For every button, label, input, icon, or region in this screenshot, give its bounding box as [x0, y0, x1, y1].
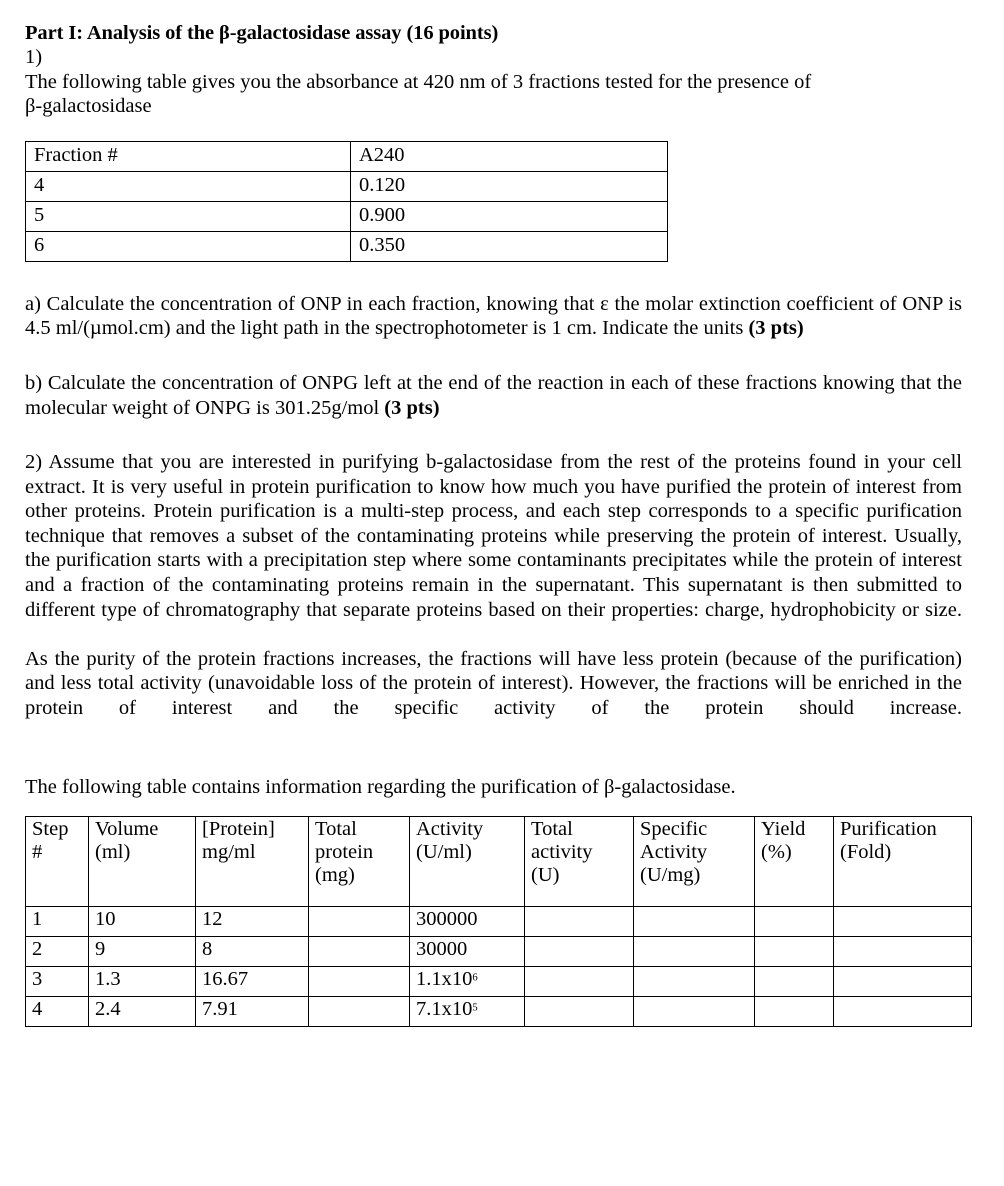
activity-value: 300000 — [416, 907, 478, 930]
activity-value: 7.1x10 — [416, 997, 473, 1020]
cell-purification — [834, 996, 972, 1026]
cell-total-activity — [525, 906, 634, 936]
header-line: Volume — [95, 817, 159, 840]
cell-activity — [410, 966, 525, 996]
table-row — [26, 171, 668, 201]
column-header-specific-activity — [634, 816, 755, 906]
column-header-a240: A240 — [351, 141, 668, 171]
cell-specific-activity — [634, 906, 755, 936]
column-header-purification — [834, 816, 972, 906]
cell-total-protein — [309, 906, 410, 936]
column-header-volume — [89, 816, 196, 906]
question-a-points: (3 pts) — [748, 317, 804, 340]
cell-volume: 10 — [89, 906, 196, 936]
cell-volume: 1.3 — [89, 966, 196, 996]
cell-step: 4 — [26, 996, 89, 1026]
question-a-text: a) Calculate the concentration of ONP in each fraction, knowing that ε the molar extinction coefficient of ONP is 4.5 ml/(µmol.cm) and the light path in the spectrophotometer is 1 cm. Indicate the units — [25, 292, 962, 340]
header-line: Activity — [640, 840, 708, 863]
cell-purification — [834, 966, 972, 996]
cell-purification — [834, 906, 972, 936]
cell-volume: 9 — [89, 936, 196, 966]
spacer — [25, 745, 962, 765]
column-header-protein-concentration — [196, 816, 309, 906]
cell-yield — [755, 936, 834, 966]
cell-total-protein — [309, 936, 410, 966]
column-header-step — [26, 816, 89, 906]
question-b — [25, 371, 962, 420]
question-2-paragraph-1: 2) Assume that you are interested in purifying b-galactosidase from the rest of the proteins found in your cell extract. It is very useful in protein purification to know how much you have purified the protein of interest from other proteins. Protein purification is a multi-step process, and each step corresponds to a specific purification technique that removes a subset of the contaminating proteins while preserving the protein of interest. Usually, the purification starts with a precipitation step where some contaminants precipitates while the protein of interest and a fraction of the contaminating proteins remain in the supernatant. This supernatant is then submitted to different type of chromatography that separate proteins based on their properties: charge, hydrophobicity or size. — [25, 451, 962, 621]
table-row — [26, 201, 668, 231]
cell-total-activity — [525, 966, 634, 996]
spacer — [25, 361, 962, 371]
table-header-row — [26, 816, 972, 906]
part-heading: Part I: Analysis of the β-galactosidase assay (16 points) — [25, 22, 499, 44]
activity-value: 30000 — [416, 937, 468, 960]
cell-activity — [410, 936, 525, 966]
header-line: Total — [531, 817, 573, 840]
table-row — [26, 231, 668, 261]
cell-purification — [834, 936, 972, 966]
cell-yield — [755, 906, 834, 936]
header-line: Purification — [840, 817, 937, 840]
cell-volume: 2.4 — [89, 996, 196, 1026]
header-line: Specific — [640, 817, 708, 840]
header-line: (U) — [531, 863, 560, 886]
header-line: (Fold) — [840, 840, 892, 863]
cell-a240: 0.350 — [351, 231, 668, 261]
header-line: (U/mg) — [640, 863, 701, 886]
intro-line-1: The following table gives you the absorbance at 420 nm of 3 fractions tested for the presence of — [25, 70, 812, 93]
header-line: (ml) — [95, 840, 131, 863]
header-line: Activity — [416, 817, 484, 840]
header-line: mg/ml — [202, 840, 256, 863]
table2-intro: The following table contains information regarding the purification of β-galactosidase. — [25, 776, 736, 799]
question-2-paragraph-2: As the purity of the protein fractions increases, the fractions will have less protein (because of the purification) and less total activity (unavoidable loss of the protein of interest). However, the fractions will be enriched in the protein of interest and the specific activity of the protein should increase. — [25, 647, 962, 720]
cell-protein-concentration: 8 — [196, 936, 309, 966]
spacer — [25, 282, 962, 292]
question-b-points: (3 pts) — [384, 396, 440, 419]
table-row — [26, 966, 972, 996]
purification-table — [25, 816, 972, 1027]
question-b-text: b) Calculate the concentration of ONPG left at the end of the reaction in each of these fractions knowing that the molecular weight of ONPG is 301.25g/mol — [25, 371, 962, 419]
header-line: # — [32, 840, 43, 863]
cell-step: 2 — [26, 936, 89, 966]
cell-specific-activity — [634, 936, 755, 966]
header-line: (mg) — [315, 863, 355, 886]
cell-yield — [755, 996, 834, 1026]
column-header-fraction: Fraction # — [26, 141, 351, 171]
cell-step: 3 — [26, 966, 89, 996]
cell-protein-concentration: 7.91 — [196, 996, 309, 1026]
purification-table-wrapper — [25, 816, 962, 1027]
cell-specific-activity — [634, 996, 755, 1026]
header-line: [Protein] — [202, 817, 275, 840]
column-header-total-protein — [309, 816, 410, 906]
cell-a240: 0.120 — [351, 171, 668, 201]
question-a — [25, 292, 962, 341]
cell-total-protein — [309, 966, 410, 996]
cell-fraction: 4 — [26, 171, 351, 201]
question-1-label: 1) — [25, 45, 43, 68]
cell-step: 1 — [26, 906, 89, 936]
spacer — [25, 765, 962, 775]
column-header-yield — [755, 816, 834, 906]
spacer — [25, 341, 962, 361]
table-row — [26, 906, 972, 936]
activity-exponent: 5 — [472, 1002, 478, 1014]
column-header-total-activity — [525, 816, 634, 906]
cell-fraction: 6 — [26, 231, 351, 261]
header-line: Total — [315, 817, 357, 840]
table-header-row — [26, 141, 668, 171]
cell-total-activity — [525, 996, 634, 1026]
cell-activity — [410, 906, 525, 936]
header-line: Yield — [761, 817, 806, 840]
table-row — [26, 936, 972, 966]
absorbance-table-wrapper — [25, 141, 962, 262]
spacer — [25, 262, 962, 282]
header-line: activity — [531, 840, 593, 863]
cell-protein-concentration: 12 — [196, 906, 309, 936]
absorbance-table — [25, 141, 668, 262]
table-row — [26, 996, 972, 1026]
header-line: Step — [32, 817, 69, 840]
cell-total-activity — [525, 936, 634, 966]
spacer — [25, 440, 962, 450]
cell-protein-concentration: 16.67 — [196, 966, 309, 996]
cell-a240: 0.900 — [351, 201, 668, 231]
activity-value: 1.1x10 — [416, 967, 473, 990]
column-header-activity — [410, 816, 525, 906]
cell-total-protein — [309, 996, 410, 1026]
header-line: protein — [315, 840, 374, 863]
cell-fraction: 5 — [26, 201, 351, 231]
cell-yield — [755, 966, 834, 996]
cell-activity — [410, 996, 525, 1026]
cell-specific-activity — [634, 966, 755, 996]
spacer — [25, 420, 962, 440]
activity-exponent: 6 — [472, 972, 478, 984]
header-line: (%) — [761, 840, 792, 863]
header-line: (U/ml) — [416, 840, 472, 863]
intro-line-2: β-galactosidase — [25, 95, 152, 118]
